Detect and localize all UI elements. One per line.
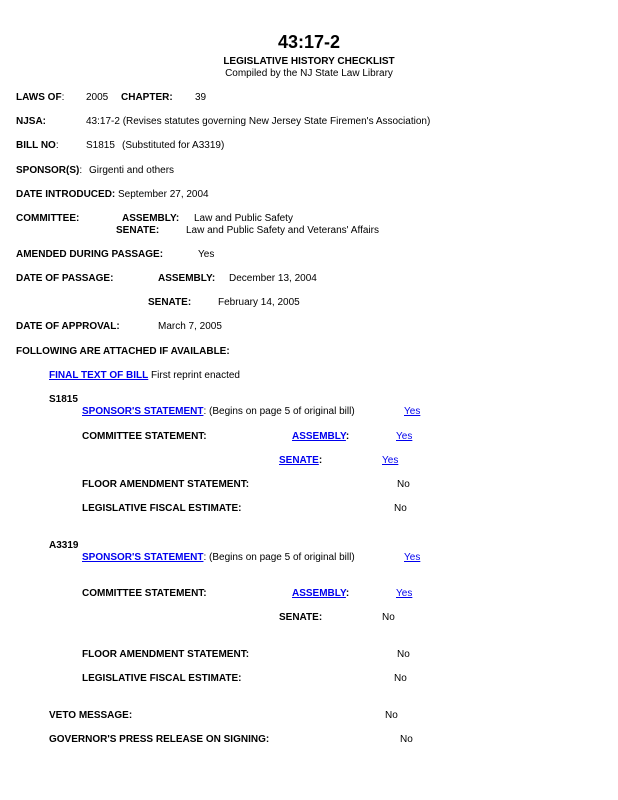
press-release-label: GOVERNOR'S PRESS RELEASE ON SIGNING:	[49, 734, 270, 745]
sponsors-colon: :	[79, 165, 83, 176]
laws-of-year: 2005	[86, 92, 109, 103]
attached-heading: FOLLOWING ARE ATTACHED IF AVAILABLE:	[16, 346, 230, 357]
a3319-sponsor-yes-link[interactable]: Yes	[404, 552, 421, 563]
njsa-label: NJSA:	[16, 116, 47, 127]
s1815-assembly-colon: :	[345, 431, 350, 442]
final-text-link[interactable]: FINAL TEXT OF BILL	[49, 370, 149, 381]
bill-no-value: S1815	[86, 140, 115, 151]
sponsors-row	[16, 165, 82, 177]
date-introduced-value: September 27, 2004	[118, 189, 209, 200]
s1815-floor-value: No	[397, 479, 410, 490]
s1815-sponsor-row	[82, 406, 355, 418]
a3319-floor-value: No	[397, 649, 410, 660]
a3319-senate-value: No	[382, 612, 395, 623]
s1815-assembly-yes-link[interactable]: Yes	[396, 431, 413, 442]
s1815-fiscal-value: No	[394, 503, 407, 514]
date-introduced-label: DATE INTRODUCED:	[16, 189, 116, 200]
a3319-senate-label: SENATE:	[279, 612, 323, 623]
a3319-sponsor-row	[82, 552, 355, 564]
s1815-committee-label: COMMITTEE STATEMENT:	[82, 431, 207, 442]
a3319-assembly-row	[292, 588, 349, 600]
press-release-value: No	[400, 734, 413, 745]
laws-of-row	[16, 92, 64, 104]
amended-label: AMENDED DURING PASSAGE:	[16, 249, 164, 260]
a3319-sponsor-note: : (Begins on page 5 of original bill)	[203, 552, 355, 563]
s1815-senate-yes-link[interactable]: Yes	[382, 455, 399, 466]
s1815-fiscal-label: LEGISLATIVE FISCAL ESTIMATE:	[82, 503, 242, 514]
a3319-assembly-colon: :	[345, 588, 350, 599]
final-text-note: First reprint enacted	[151, 370, 240, 381]
amended-value: Yes	[198, 249, 215, 260]
final-text-row	[49, 370, 240, 382]
a3319-committee-label: COMMITTEE STATEMENT:	[82, 588, 207, 599]
committee-label: COMMITTEE:	[16, 213, 80, 224]
laws-of-label: LAWS OF	[16, 92, 62, 103]
njsa-value: 43:17-2 (Revises statutes governing New Jersey State Firemen's Association)	[86, 116, 431, 127]
s1815-assembly-link[interactable]: ASSEMBLY	[292, 431, 346, 442]
a3319-assembly-yes-link[interactable]: Yes	[396, 588, 413, 599]
committee-assembly-label: ASSEMBLY:	[122, 213, 180, 224]
compiled-by: Compiled by the NJ State Law Library	[225, 68, 393, 79]
subtitle: LEGISLATIVE HISTORY CHECKLIST	[223, 56, 395, 67]
bill-no-note: (Substituted for A3319)	[122, 140, 225, 151]
committee-assembly-value: Law and Public Safety	[194, 213, 293, 224]
chapter-value: 39	[195, 92, 207, 103]
sponsors-label: SPONSOR(S)	[16, 165, 80, 176]
date-of-passage-label: DATE OF PASSAGE:	[16, 273, 114, 284]
s1815-assembly-row	[292, 431, 349, 443]
s1815-heading: S1815	[49, 394, 78, 405]
s1815-sponsor-statement-link[interactable]: SPONSOR'S STATEMENT	[82, 406, 204, 417]
date-of-approval-value: March 7, 2005	[158, 321, 222, 332]
s1815-floor-label: FLOOR AMENDMENT STATEMENT:	[82, 479, 250, 490]
a3319-sponsor-statement-link[interactable]: SPONSOR'S STATEMENT	[82, 552, 204, 563]
committee-senate-label: SENATE:	[116, 225, 160, 236]
veto-value: No	[385, 710, 398, 721]
s1815-senate-row	[279, 455, 322, 467]
a3319-fiscal-value: No	[394, 673, 407, 684]
passage-assembly-value: December 13, 2004	[229, 273, 317, 284]
committee-senate-value: Law and Public Safety and Veterans' Affairs	[186, 225, 379, 236]
a3319-floor-label: FLOOR AMENDMENT STATEMENT:	[82, 649, 250, 660]
s1815-senate-link[interactable]: SENATE	[279, 455, 319, 466]
passage-senate-label: SENATE:	[148, 297, 192, 308]
chapter-label: CHAPTER:	[121, 92, 173, 103]
s1815-sponsor-yes-link[interactable]: Yes	[404, 406, 421, 417]
passage-senate-value: February 14, 2005	[218, 297, 300, 308]
a3319-assembly-link[interactable]: ASSEMBLY	[292, 588, 346, 599]
s1815-senate-colon: :	[318, 455, 323, 466]
date-of-approval-label: DATE OF APPROVAL:	[16, 321, 120, 332]
page-title: 43:17-2	[277, 32, 341, 52]
passage-assembly-label: ASSEMBLY:	[158, 273, 216, 284]
veto-label: VETO MESSAGE:	[49, 710, 133, 721]
sponsors-value: Girgenti and others	[89, 165, 175, 176]
s1815-sponsor-note: : (Begins on page 5 of original bill)	[203, 406, 355, 417]
bill-no-row	[16, 140, 59, 152]
a3319-fiscal-label: LEGISLATIVE FISCAL ESTIMATE:	[82, 673, 242, 684]
laws-of-colon: :	[61, 92, 65, 103]
bill-no-colon: :	[55, 140, 59, 151]
a3319-heading: A3319	[49, 540, 79, 551]
bill-no-label: BILL NO	[16, 140, 56, 151]
